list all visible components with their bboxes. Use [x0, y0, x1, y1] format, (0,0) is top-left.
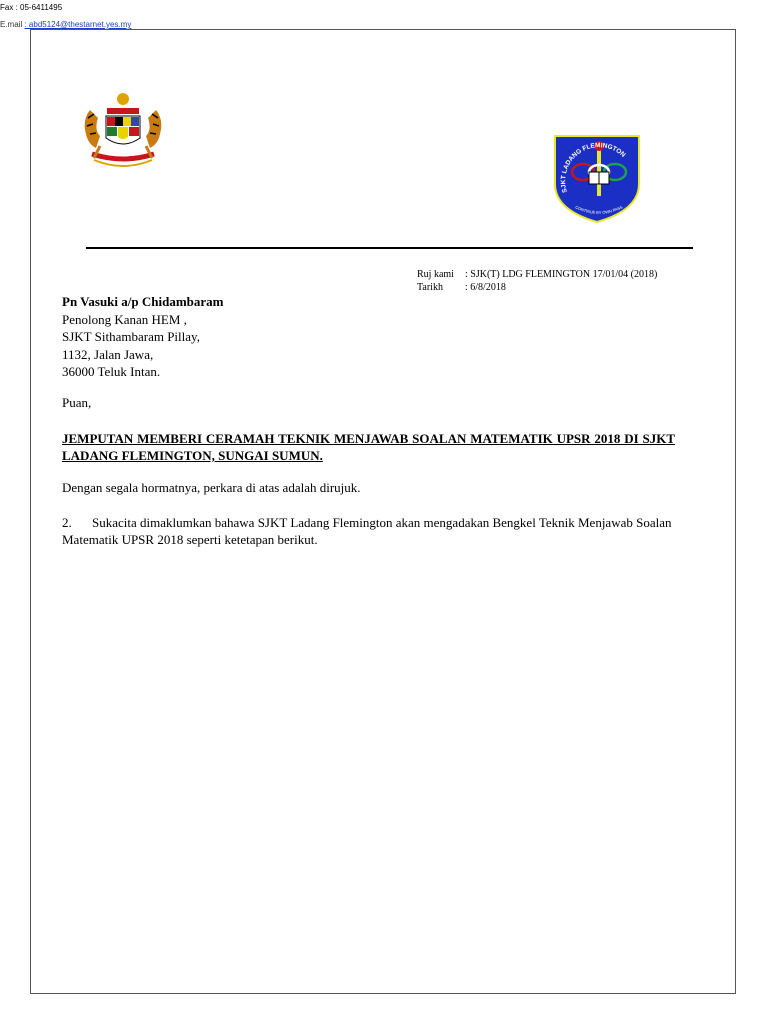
- letter-subject: JEMPUTAN MEMBERI CERAMAH TEKNIK MENJAWAB SOALAN MATEMATIK UPSR 2018 DI SJKT LADANG FLEMINGTON, SUNGAI SUMUN.: [62, 431, 675, 463]
- header-rule: [86, 247, 693, 249]
- paragraph-2: [62, 514, 675, 548]
- recipient-line2: SJKT Sithambaram Pillay,: [62, 329, 200, 344]
- recipient-line4: 36000 Teluk Intan.: [62, 364, 161, 379]
- recipient-address: [62, 293, 223, 381]
- school-logo-text: SJKT LADANG FLEMINGTON: [560, 142, 627, 194]
- ruj-row: [417, 268, 657, 281]
- tarikh-row: [417, 281, 657, 294]
- salutation: Puan,: [62, 395, 92, 410]
- ruj-label: Ruj kami: [417, 269, 454, 280]
- fax-value: : 05-6411495: [15, 3, 63, 12]
- tarikh-value: : 6/8/2018: [465, 282, 506, 293]
- paragraph-1: Dengan segala hormatnya, perkara di atas adalah dirujuk.: [62, 480, 361, 495]
- school-logo-icon: [553, 134, 643, 224]
- paragraph-2-text: Sukacita dimaklumkan bahawa SJKT Ladang Flemington akan mengadakan Bengkel Teknik Menjawab Soalan Matematik UPSR 2018 seperti ketetapan berikut.: [62, 515, 672, 547]
- fax-line: [0, 3, 62, 12]
- tarikh-label: Tarikh: [417, 282, 443, 293]
- email-label: E.mail: [0, 20, 23, 29]
- recipient-name: Pn Vasuki a/p Chidambaram: [62, 294, 224, 309]
- crest-icon: [80, 90, 166, 172]
- email-line: [0, 20, 131, 29]
- fax-label: Fax: [0, 3, 14, 12]
- reference-block: [417, 268, 657, 294]
- ruj-value: : SJK(T) LDG FLEMINGTON 17/01/04 (2018): [465, 269, 658, 280]
- email-link[interactable]: : abd5124@thestarnet.yes.my: [24, 20, 132, 29]
- paragraph-2-number: 2.: [62, 515, 72, 530]
- recipient-line3: 1132, Jalan Jawa,: [62, 346, 154, 362]
- school-logo-motto: CONTINUE BY OWN PASS: [574, 204, 624, 216]
- recipient-line1: Penolong Kanan HEM ,: [62, 311, 187, 327]
